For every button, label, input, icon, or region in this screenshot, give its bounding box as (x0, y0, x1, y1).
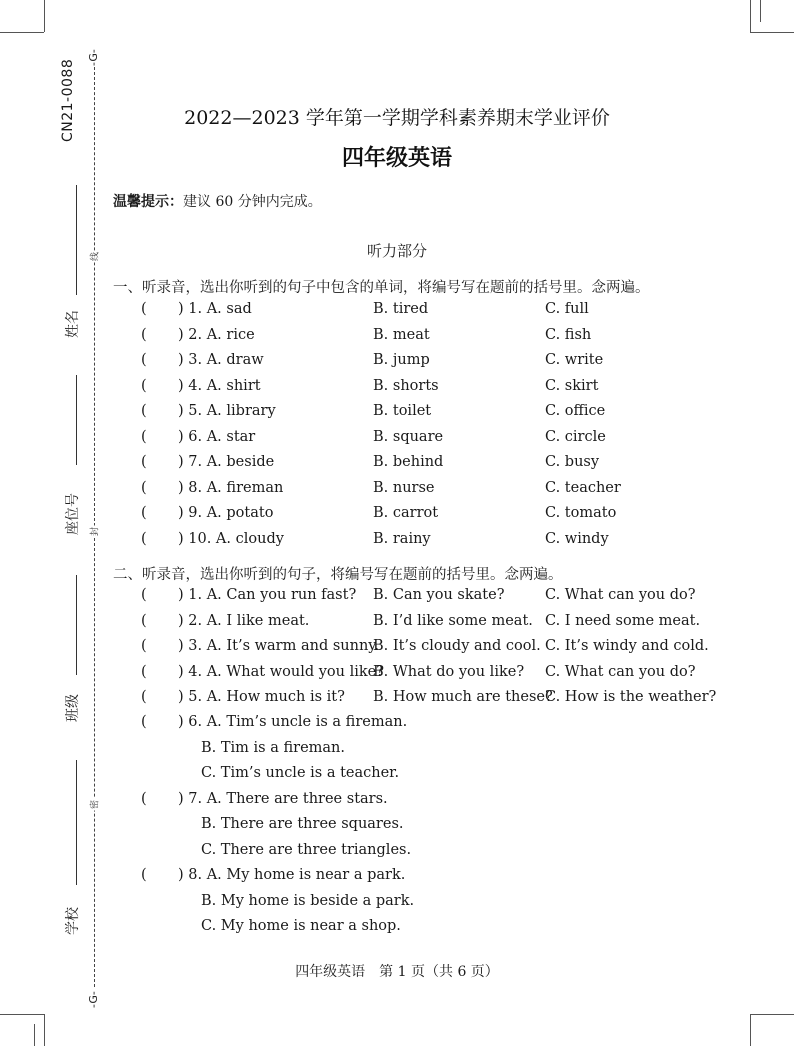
crop-mark (760, 0, 761, 22)
question-row (0, 714, 794, 734)
question-row (0, 454, 794, 474)
option-c: C. full (545, 301, 589, 317)
crop-mark (750, 32, 794, 33)
crop-mark (750, 1014, 794, 1015)
question-row (0, 689, 794, 709)
answer-bracket[interactable]: ( (141, 790, 147, 807)
option-a: ) 2. A. I like meat. (178, 612, 310, 629)
option-a: ) 6. A. star (178, 428, 256, 445)
exam-subtitle: 四年级英语 (341, 145, 452, 171)
option-a: ) 8. A. fireman (178, 479, 284, 496)
name-label: 姓名 (65, 310, 81, 338)
option-a: ) 6. A. Tim’s uncle is a fireman. (178, 714, 408, 730)
option-a: ) 4. A. What would you like? (178, 663, 385, 680)
option-a: ) 4. A. shirt (178, 377, 261, 394)
option-a: ) 5. A. How much is it? (178, 689, 345, 705)
option-c: C. windy (545, 530, 609, 547)
option-c: C. circle (545, 428, 606, 445)
seal-mark-secret: 密 (88, 799, 101, 811)
crop-mark (44, 1014, 45, 1046)
question-row (0, 327, 794, 347)
option-b: B. Tim is a fireman. (201, 739, 346, 756)
option-b: B. nurse (373, 479, 435, 496)
part2-instruction: 二、听录音，选出你听到的句子，将编号写在题前的括号里。念两遍。 (113, 567, 563, 583)
answer-bracket[interactable]: ( (141, 479, 147, 496)
option-a: ) 8. A. My home is near a park. (178, 867, 406, 883)
question-row (0, 480, 794, 500)
option-c: C. busy (545, 454, 600, 470)
hint (113, 191, 322, 211)
class-label: 班级 (65, 694, 81, 722)
question-row (0, 664, 794, 684)
option-b: B. carrot (373, 505, 439, 521)
option-a: ) 7. A. There are three stars. (178, 790, 388, 807)
crop-mark (750, 1014, 751, 1046)
option-c: C. What can you do? (545, 663, 696, 680)
seal-mark-seal: 封 (88, 526, 101, 538)
hint-label: 温馨提示： (113, 194, 183, 210)
question-row (0, 867, 794, 887)
option-c: C. It’s windy and cold. (545, 638, 709, 654)
crop-mark (44, 0, 45, 32)
answer-bracket[interactable]: ( (141, 714, 147, 730)
exam-title: 2022—2023 学年第一学期学科素养期末学业评价 (184, 107, 610, 129)
option-c: C. What can you do? (545, 587, 696, 603)
option-b: B. square (373, 428, 444, 445)
answer-bracket[interactable]: ( (141, 505, 147, 521)
option-c: C. My home is near a shop. (201, 918, 401, 934)
document-code: CN21-0088 (60, 58, 76, 142)
question-row (0, 429, 794, 449)
option-b: B. jump (373, 352, 430, 368)
option-b: B. meat (373, 326, 430, 343)
page-footer: 四年级英语 第 1 页（共 6 页） (295, 964, 499, 980)
option-c: C. How is the weather? (545, 689, 717, 705)
question-row (0, 638, 794, 658)
answer-bracket[interactable]: ( (141, 867, 147, 883)
question-row (0, 587, 794, 607)
option-b: B. I’d like some meat. (373, 612, 533, 629)
option-a: ) 10. A. cloudy (178, 530, 284, 547)
question-row (0, 505, 794, 525)
question-row (0, 403, 794, 423)
option-a: ) 1. A. Can you run fast? (178, 587, 357, 603)
option-c: C. office (545, 403, 606, 419)
crop-mark (0, 32, 44, 33)
option-a: ) 7. A. beside (178, 454, 275, 470)
section-title: 听力部分 (366, 242, 427, 260)
answer-bracket[interactable]: ( (141, 587, 147, 603)
option-b: B. toilet (373, 403, 432, 419)
option-c: C. fish (545, 326, 592, 343)
option-c: C. skirt (545, 377, 599, 394)
option-b: B. tired (373, 301, 429, 317)
question-row (0, 791, 794, 811)
answer-bracket[interactable]: ( (141, 454, 147, 470)
g-mark-bottom: -G- (87, 991, 100, 1008)
crop-mark (34, 1024, 35, 1046)
option-a: ) 3. A. It’s warm and sunny. (178, 638, 380, 654)
option-a: ) 2. A. rice (178, 326, 255, 343)
answer-bracket[interactable]: ( (141, 612, 147, 629)
question-row (0, 531, 794, 551)
question-row (0, 301, 794, 321)
option-a: ) 3. A. draw (178, 352, 264, 368)
option-b: B. It’s cloudy and cool. (373, 638, 541, 654)
option-c: C. teacher (545, 479, 621, 496)
answer-bracket[interactable]: ( (141, 428, 147, 445)
answer-bracket[interactable]: ( (141, 352, 147, 368)
option-a: ) 1. A. sad (178, 301, 252, 317)
answer-bracket[interactable]: ( (141, 663, 147, 680)
answer-bracket[interactable]: ( (141, 326, 147, 343)
option-b: B. Can you skate? (373, 587, 505, 603)
option-b: B. What do you like? (373, 663, 525, 680)
option-c: C. Tim’s uncle is a teacher. (201, 765, 400, 781)
answer-bracket[interactable]: ( (141, 377, 147, 394)
part1-instruction: 一、听录音，选出你听到的句子中包含的单词，将编号写在题前的括号里。念两遍。 (113, 280, 650, 296)
answer-bracket[interactable]: ( (141, 530, 147, 547)
seal-mark-line: 线 (88, 251, 101, 263)
option-c: C. I need some meat. (545, 612, 701, 629)
option-c: C. write (545, 352, 604, 368)
answer-bracket[interactable]: ( (141, 689, 147, 705)
hint-text: 建议 60 分钟内完成。 (183, 194, 322, 210)
option-b: B. rainy (373, 530, 431, 547)
seat-label: 座位号 (65, 493, 81, 535)
option-b: B. behind (373, 454, 444, 470)
school-label: 学校 (65, 907, 81, 935)
question-row (0, 352, 794, 372)
option-c: C. tomato (545, 505, 617, 521)
question-row (0, 378, 794, 398)
option-a: ) 9. A. potato (178, 505, 274, 521)
g-mark-top: -G- (87, 49, 100, 66)
answer-bracket[interactable]: ( (141, 638, 147, 654)
answer-bracket[interactable]: ( (141, 403, 147, 419)
option-c: C. There are three triangles. (201, 841, 412, 858)
crop-mark (750, 0, 751, 32)
option-b: B. My home is beside a park. (201, 892, 415, 909)
option-b: B. How much are these? (373, 689, 553, 705)
answer-bracket[interactable]: ( (141, 301, 147, 317)
option-a: ) 5. A. library (178, 403, 276, 419)
option-b: B. shorts (373, 377, 439, 394)
question-row (0, 613, 794, 633)
crop-mark (0, 1014, 44, 1015)
option-b: B. There are three squares. (201, 816, 404, 832)
